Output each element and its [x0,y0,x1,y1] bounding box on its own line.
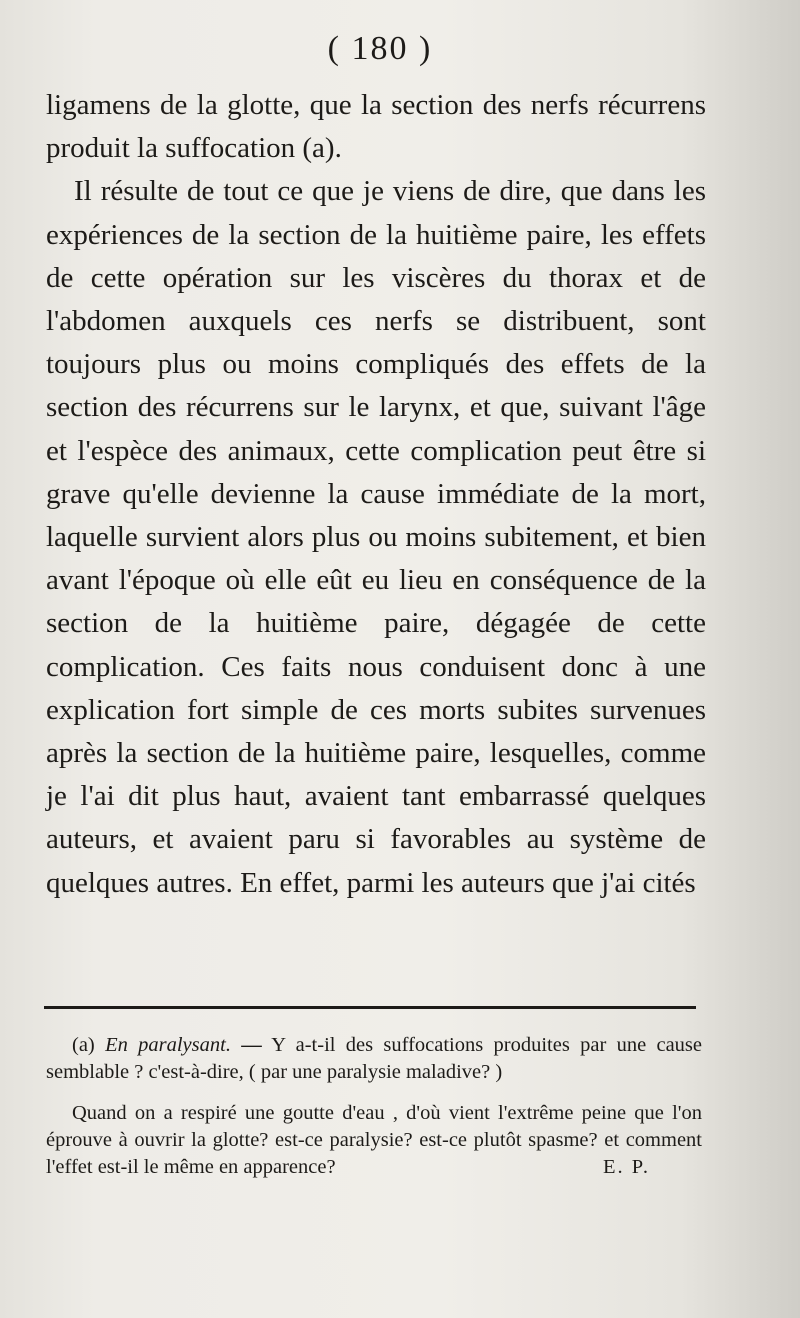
paragraph: Il résulte de tout ce que je viens de dire, que dans les expériences de la section de la huitième paire, les effets de cette opération sur les viscères du thorax et de l'abdomen auxquels ces nerfs se distribuent, sont toujours plus ou moins compliqués des effets de la section des récurrens sur le larynx, et que, suivant l'âge et l'espèce des animaux, cette complication peut être si grave qu'elle devienne la cause immédiate de la mort, laquelle survient alors plus ou moins subitement, et bien avant l'époque où elle eût eu lieu en conséquence de la section de la huitième paire, dégagée de cette complication. Ces faits nous conduisent donc à une explication fort simple de ces morts subites survenues après la section de la huitième paire, lesquelles, comme je l'ai dit plus haut, avaient tant embarrassé quelques auteurs, et avaient paru si favorables au système de quelques autres. En effet, parmi les auteurs que j'ai cités [46,175,706,899]
page-number: ( 180 ) [327,30,433,67]
footnote-signature: E. P. [602,1156,650,1178]
paragraph-continued: ligamens de la glotte, que la section des nerfs récurrens produit la suffocation (a). [46,89,706,165]
footnote-dash: — [241,1034,262,1056]
footnote-comment-text: Quand on a respiré une goutte d'eau , d'où vient l'extrême peine que l'on éprouve à ouvrir la glotte? est-ce paralysie? est-ce plutôt spasme? et comment l'effet est-il le même en apparence? [46,1102,702,1178]
footnote-comment [46,1100,702,1181]
footnote-marker: (a) [72,1034,95,1056]
footnotes [46,1032,702,1181]
main-text [46,84,706,905]
footnote-headword: En paralysant. [105,1034,231,1056]
footnote-separator [44,1006,696,1009]
footnote-text: Y a-t-il des suffocations produites par une cause semblable ? c'est-à-dire, ( par une paralysie maladive? ) [46,1034,702,1083]
footnote-a [46,1032,702,1086]
